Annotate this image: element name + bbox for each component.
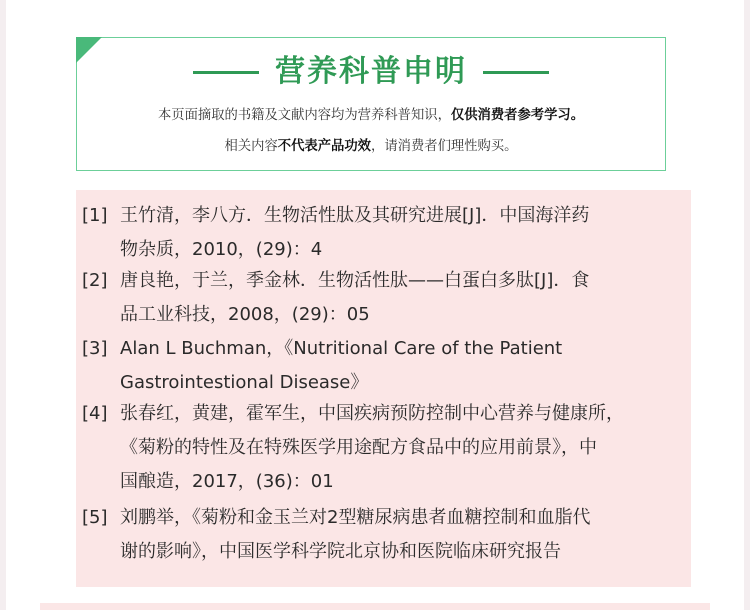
right-edge-strip bbox=[744, 0, 750, 610]
reference-text-line: 张春红，黄建，霍军生，中国疾病预防控制中心营养与健康所， bbox=[120, 403, 624, 424]
reference-number: [2] bbox=[82, 270, 108, 291]
notice-line-2-bold: 不代表产品功效 bbox=[277, 138, 371, 154]
reference-text-line: 唐良艳，于兰，季金林．生物活性肽——白蛋白多肽[J]．食 bbox=[120, 270, 590, 291]
notice-line-1-text: 本页面摘取的书籍及文献内容均为营养科普知识， bbox=[157, 107, 451, 123]
left-edge-strip bbox=[0, 0, 6, 610]
reference-number: [5] bbox=[82, 507, 108, 528]
reference-text-line: 物杂质，2010，(29)：4 bbox=[120, 239, 323, 260]
reference-item-3 bbox=[76, 334, 691, 394]
reference-text-line: Gastrointestional Disease》 bbox=[120, 372, 369, 393]
notice-line-2-text-b: ，请消费者们理性购买。 bbox=[371, 138, 518, 154]
reference-text-line: 国酿造，2017，(36)：01 bbox=[120, 471, 334, 492]
reference-text-line: Alan L Buchman，《Nutritional Care of the Patient bbox=[120, 338, 563, 359]
title-line-right bbox=[483, 71, 549, 74]
notice-line-1 bbox=[81, 103, 661, 123]
reference-text-line: 刘鹏举，《菊粉和金玉兰对2型糖尿病患者血糖控制和血脂代 bbox=[120, 507, 591, 528]
reference-number: [1] bbox=[82, 205, 108, 226]
nutrition-notice-box bbox=[76, 37, 666, 171]
reference-text-line: 王竹清，李八方．生物活性肽及其研究进展[J]．中国海洋药 bbox=[120, 205, 590, 226]
reference-text-line: 品工业科技，2008，(29)：05 bbox=[120, 304, 370, 325]
references-panel bbox=[76, 190, 691, 587]
bottom-pink-strip bbox=[40, 603, 710, 610]
reference-item-4 bbox=[76, 399, 691, 493]
reference-item-2 bbox=[76, 266, 691, 326]
notice-title: 营养科普申明 bbox=[275, 54, 467, 89]
reference-text-line: 《菊粉的特性及在特殊医学用途配方食品中的应用前景》，中 bbox=[120, 437, 597, 458]
reference-number: [4] bbox=[82, 403, 108, 424]
notice-line-2-text-a: 相关内容 bbox=[224, 138, 278, 154]
reference-item-5 bbox=[76, 503, 691, 563]
title-line-left bbox=[193, 71, 259, 74]
reference-item-1 bbox=[76, 201, 691, 261]
reference-text-line: 谢的影响》，中国医学科学院北京协和医院临床研究报告 bbox=[120, 541, 561, 562]
notice-corner-triangle bbox=[76, 37, 102, 63]
reference-number: [3] bbox=[82, 338, 108, 359]
notice-line-2 bbox=[81, 134, 661, 154]
notice-title-row bbox=[77, 52, 665, 92]
notice-line-1-bold: 仅供消费者参考学习。 bbox=[450, 107, 585, 123]
